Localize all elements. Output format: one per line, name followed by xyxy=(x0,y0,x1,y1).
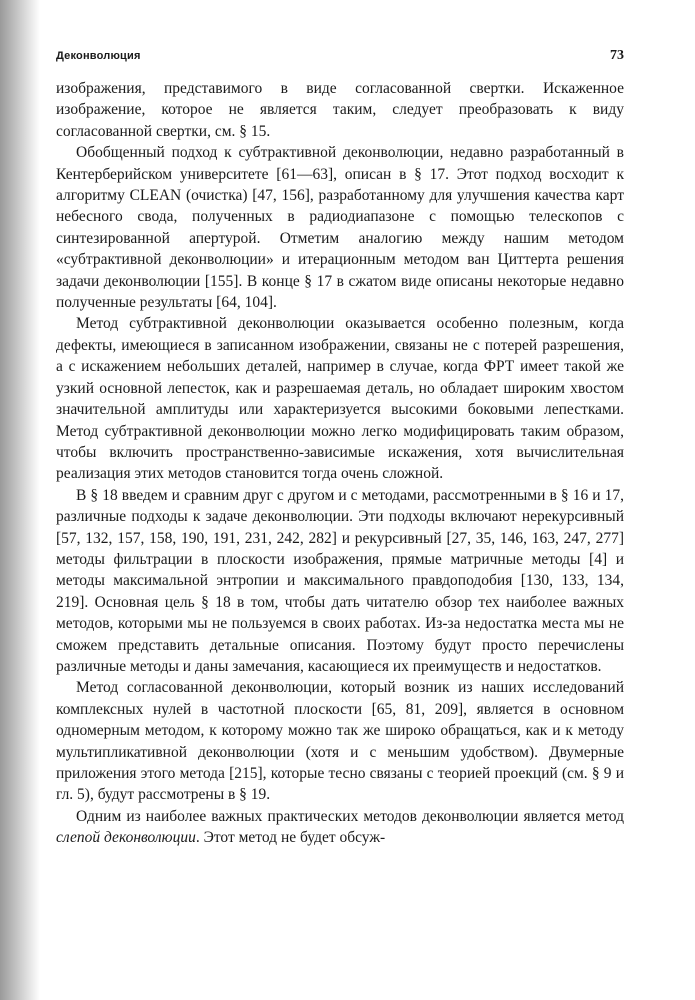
body-text xyxy=(56,78,624,849)
running-header xyxy=(56,48,624,78)
paragraph-blind-deconvolution xyxy=(56,806,624,849)
book-page xyxy=(56,48,624,849)
page-binding-shadow xyxy=(0,0,40,1000)
paragraph-matched-deconvolution: Метод согласованной деконволюции, который возник из наших исследований комплексных нулей в частотной плоскости [65, 81, 209], является в основном одномерным методом, к которому можно так же широко обращаться, как и к методу мультипликативной деконволюции (хотя и с меньшим удобством). Двумерные приложения этого метода [215], которые тесно связаны с теорией проекций (см. § 9 и гл. 5), будут рассмотрены в § 19. xyxy=(56,679,624,804)
paragraph-subtractive-usefulness: Метод субтрактивной деконволюции оказывается особенно полезным, когда дефекты, имеющиеся в записанном изображении, связаны не с потерей разрешения, а с искажением небольших деталей, например в случае, когда ФРТ имеет такой же узкий основной лепесток, как и разрешаемая деталь, но обладает широким хвостом значительной амплитуды или характеризуется высокими боковыми лепестками. Метод субтрактивной деконволюции можно легко модифицировать таким образом, чтобы включить пространственно-зависимые искажения, хотя вычислительная реализация этих методов становится тогда очень сложной. xyxy=(56,315,624,483)
running-title: Деконволюция xyxy=(56,50,141,62)
paragraph-text-before: Одним из наиболее важных практических методов деконволюции является метод xyxy=(76,807,624,825)
paragraph-continued: изображения, представимого в виде согласованной свертки. Искаженное изображение, которое не является таким, следует преобразовать к виду согласованной свертки, см. § 15. xyxy=(56,80,624,140)
page-number: 73 xyxy=(610,48,624,63)
paragraph-text-after: . Этот метод не будет обсуж- xyxy=(195,829,386,847)
paragraph-section-18-overview: В § 18 введем и сравним друг с другом и с методами, рассмотренными в § 16 и 17, различные подходы к задаче деконволюции. Эти подходы включают нерекурсивный [57, 132, 157, 158, 190, 191, 231, 242, 282] и рекурсивный [27, 35, 146, 163, 247, 277] методы фильтрации в плоскости изображения, прямые матричные методы [4] и методы максимальной энтропии и максимального правдоподобия [130, 133, 134, 219]. Основная цель § 18 в том, чтобы дать читателю обзор тех наиболее важных методов, которыми мы не пользуемся в своих работах. Из-за недостатка места мы не сможем представить детальные описания. Поэтому будут просто перечислены различные методы и даны замечания, касающиеся их преимуществ и недостатков. xyxy=(56,486,624,675)
paragraph-subtractive-approach: Обобщенный подход к субтрактивной деконволюции, недавно разработанный в Кентерберийском университете [61—63], описан в § 17. Этот подход восходит к алгоритму CLEAN (очистка) [47, 156], разработанному для улучшения качества карт небесного свода, полученных в радиодиапазоне с помощью телескопов с синтезированной апертурой. Отметим аналогию между нашим методом «субтрактивной деконволюции» и итерационным методом ван Циттерта решения задачи деконволюции [155]. В конце § 17 в сжатом виде описаны некоторые недавно полученные результаты [64, 104]. xyxy=(56,144,624,312)
emphasized-term: слепой деконволюции xyxy=(56,829,196,847)
